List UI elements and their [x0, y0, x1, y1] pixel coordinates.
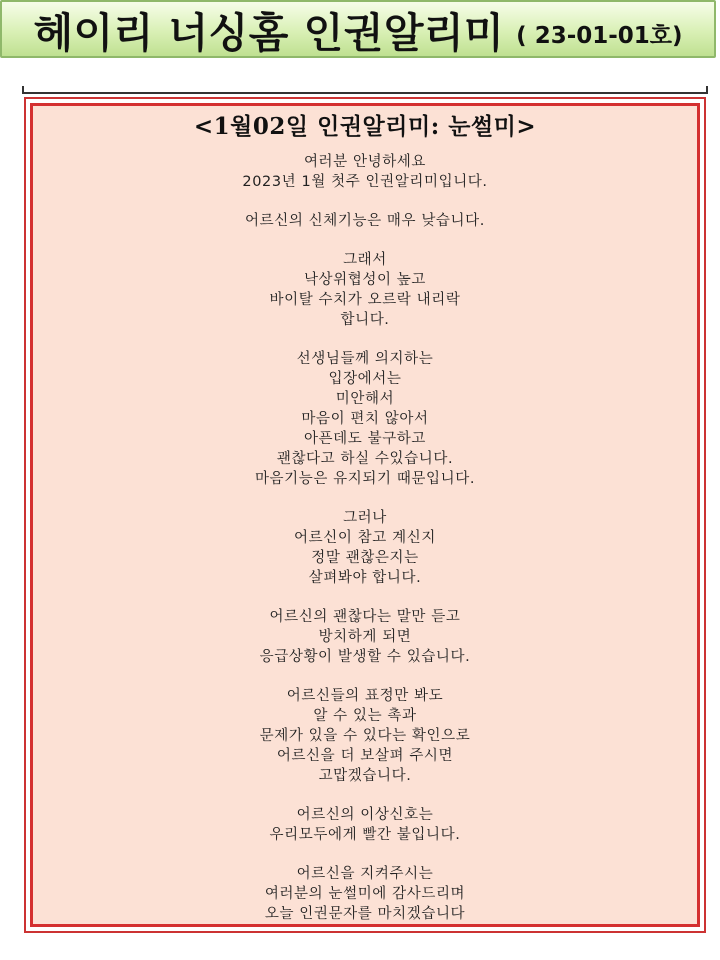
text-line: 선생님들께 의지하는 — [296, 351, 434, 367]
text-line: 마음기능은 유지되기 때문입니다. — [254, 471, 476, 487]
stanza — [33, 686, 697, 786]
text-line: 여러분의 눈썰미에 감사드리며 — [264, 886, 466, 902]
text-line: 미안해서 — [335, 391, 395, 407]
notice-box — [24, 97, 706, 933]
text-line: 합니다. — [340, 312, 390, 328]
text-line: 어르신의 신체기능은 매우 낮습니다. — [245, 213, 485, 229]
text-line: 괜찮다고 하실 수있습니다. — [276, 451, 454, 467]
text-line: 바이탈 수치가 오르락 내리락 — [269, 292, 461, 308]
text-line: 아픈데도 불구하고 — [303, 431, 427, 447]
stanza — [33, 250, 697, 330]
text-line: 입장에서는 — [328, 371, 402, 387]
text-line: 오늘 인권문자를 마치겠습니다 — [264, 906, 466, 922]
notice-inner-panel — [30, 103, 700, 927]
banner-title: 헤이리 너싱홈 인권알리미 — [33, 8, 505, 57]
text-line: 우리모두에게 빨간 불입니다. — [269, 827, 461, 843]
text-line: 어르신들의 표정만 봐도 — [286, 688, 444, 704]
stanza — [33, 805, 697, 845]
text-line: 그러나 — [343, 510, 387, 526]
text-line: 어르신을 더 보살펴 주시면 — [276, 748, 454, 764]
text-line: 살펴봐야 합니다. — [308, 570, 422, 586]
text-line: 알 수 있는 촉과 — [313, 708, 417, 724]
text-line: 마음이 편치 않아서 — [301, 411, 429, 427]
text-line: 어르신의 괜찮다는 말만 듣고 — [269, 609, 461, 625]
text-line: 여러분 안녕하세요 — [303, 154, 427, 170]
text-line: 그래서 — [343, 252, 387, 268]
notice-heading: <1월02일 인권알리미: 눈썰미> — [193, 113, 537, 140]
stanza — [33, 152, 697, 192]
text-line: 어르신을 지켜주시는 — [296, 866, 434, 882]
title-banner — [0, 0, 716, 58]
text-line: 낙상위협성이 높고 — [303, 272, 427, 288]
text-line: 응급상황이 발생할 수 있습니다. — [259, 649, 471, 665]
notice-body — [33, 152, 697, 924]
stanza — [33, 508, 697, 588]
issue-number: ( 23-01-01호) — [516, 22, 683, 49]
text-line: 2023년 1월 첫주 인권알리미입니다. — [242, 174, 488, 190]
text-line: 방치하게 되면 — [318, 629, 412, 645]
text-line: 고맙겠습니다. — [318, 768, 412, 784]
stanza — [33, 864, 697, 924]
text-line: 문제가 있을 수 있다는 확인으로 — [259, 728, 471, 744]
divider-bracket — [22, 86, 708, 94]
stanza — [33, 607, 697, 667]
text-line: 정말 괜찮은지는 — [311, 550, 419, 566]
text-line: 어르신이 참고 계신지 — [294, 530, 436, 546]
stanza — [33, 349, 697, 489]
stanza — [33, 211, 697, 231]
text-line: 어르신의 이상신호는 — [296, 807, 434, 823]
